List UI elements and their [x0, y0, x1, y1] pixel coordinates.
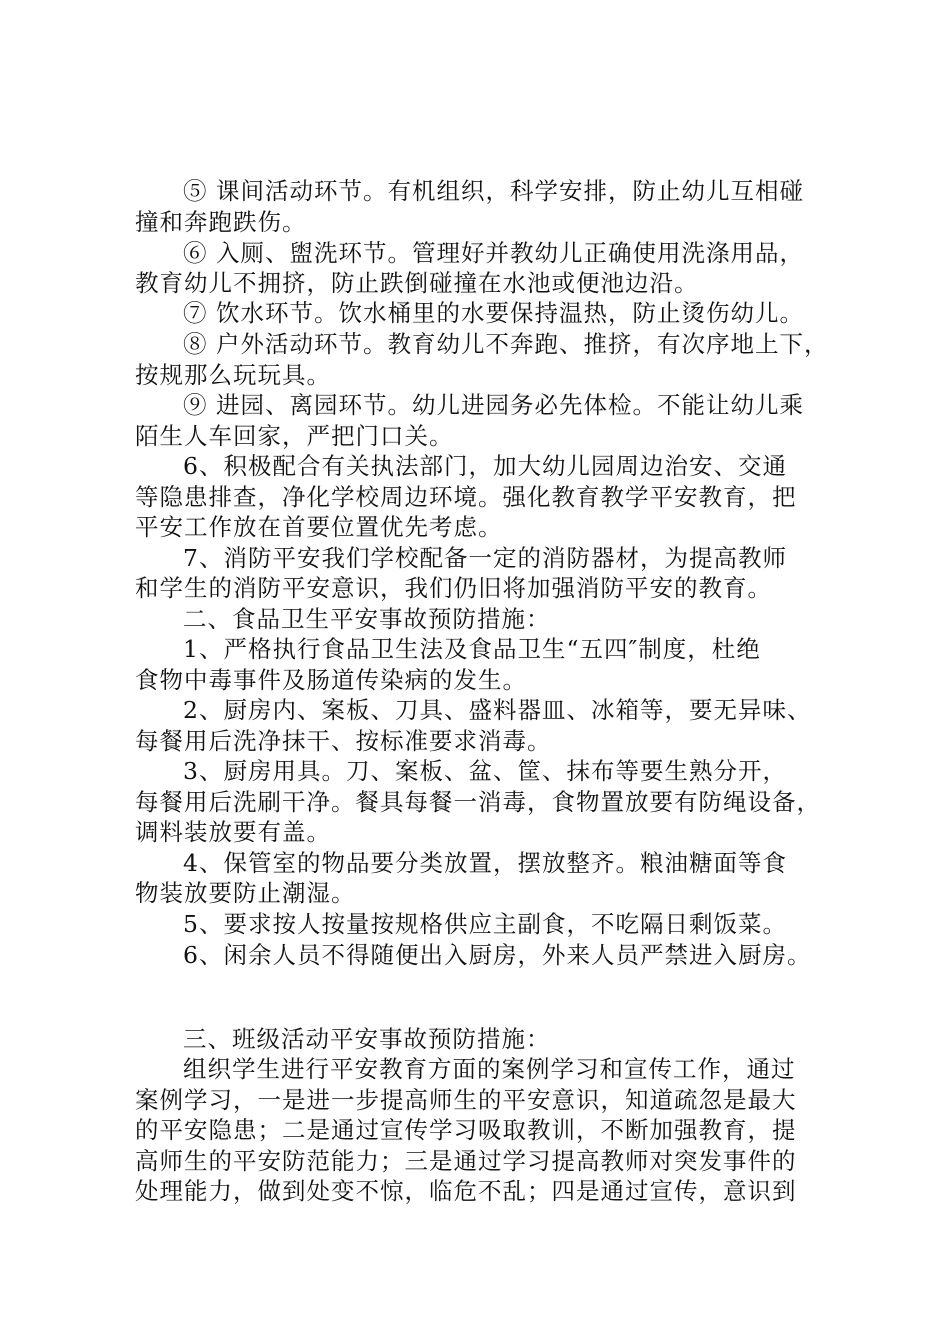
text-line: ⑦ 饮水环节。饮水桶里的水要保持温热，防止烫伤幼儿。	[183, 299, 804, 327]
text-line: 2、厨房内、案板、刀具、盛料器皿、冰箱等，要无异味、	[183, 696, 812, 724]
text-line: 每餐用后洗刷干净。餐具每餐一消毒，食物置放要有防绳设备，	[135, 788, 821, 816]
text-line: 处理能力，做到处变不惊，临危不乱；四是通过宣传，意识到	[135, 1177, 797, 1205]
text-line: 平安工作放在首要位置优先考虑。	[135, 513, 503, 541]
text-line: 食物中毒事件及肠道传染病的发生。	[135, 666, 527, 694]
text-line: 等隐患排查，净化学校周边环境。强化教育教学平安教育，把	[135, 483, 797, 511]
section-heading: 三、班级活动平安事故预防措施：	[183, 1025, 551, 1053]
text-line: 6、积极配合有关执法部门，加大幼儿园周边治安、交通	[183, 452, 787, 480]
text-line: 撞和奔跑跌伤。	[135, 208, 307, 236]
text-line: ⑥ 入厕、盥洗环节。管理好并教幼儿正确使用洗涤用品，	[183, 239, 804, 267]
text-line: ⑧ 户外活动环节。教育幼儿不奔跑、推挤，有次序地上下，	[183, 330, 829, 358]
text-line: 每餐用后洗净抹干、按标准要求消毒。	[135, 727, 552, 755]
text-line: 教育幼儿不拥挤，防止跌倒碰撞在水池或便池边沿。	[135, 269, 699, 297]
section-heading: 二、食品卫生平安事故预防措施：	[183, 605, 551, 633]
text-line: 组织学生进行平安教育方面的案例学习和宣传工作，通过	[183, 1055, 796, 1083]
text-line: ⑨ 进园、离园环节。幼儿进园务必先体检。不能让幼儿乘	[183, 391, 804, 419]
text-line: 7、消防平安我们学校配备一定的消防器材，为提高教师	[183, 544, 787, 572]
text-line: 的平安隐患；二是通过宣传学习吸取教训，不断加强教育，提	[135, 1116, 797, 1144]
text-line: 案例学习，一是进一步提高师生的平安意识，知道疏忽是最大	[135, 1086, 797, 1114]
text-line: 陌生人车回家，严把门口关。	[135, 422, 454, 450]
text-line: 按规那么玩玩具。	[135, 361, 331, 389]
text-line: 和学生的消防平安意识，我们仍旧将加强消防平安的教育。	[135, 574, 772, 602]
text-line: 高师生的平安防范能力；三是通过学习提高教师对突发事件的	[135, 1147, 797, 1175]
text-line: 1、严格执行食品卫生法及食品卫生“五四″制度，杜绝	[183, 635, 761, 663]
text-line: 物装放要防止潮湿。	[135, 879, 356, 907]
text-line: 5、要求按人按量按规格供应主副食，不吃隔日剩饭菜。	[183, 910, 787, 938]
text-line: 3、厨房用具。刀、案板、盆、筐、抹布等要生熟分开，	[183, 757, 787, 785]
text-line: 6、闲余人员不得随便出入厨房，外来人员严禁进入厨房。	[183, 941, 812, 969]
text-line: 调料装放要有盖。	[135, 818, 331, 846]
text-line: 4、保管室的物品要分类放置，摆放整齐。粮油糖面等食	[183, 849, 787, 877]
text-line: ⑤ 课间活动环节。有机组织，科学安排，防止幼儿互相碰	[183, 177, 804, 205]
